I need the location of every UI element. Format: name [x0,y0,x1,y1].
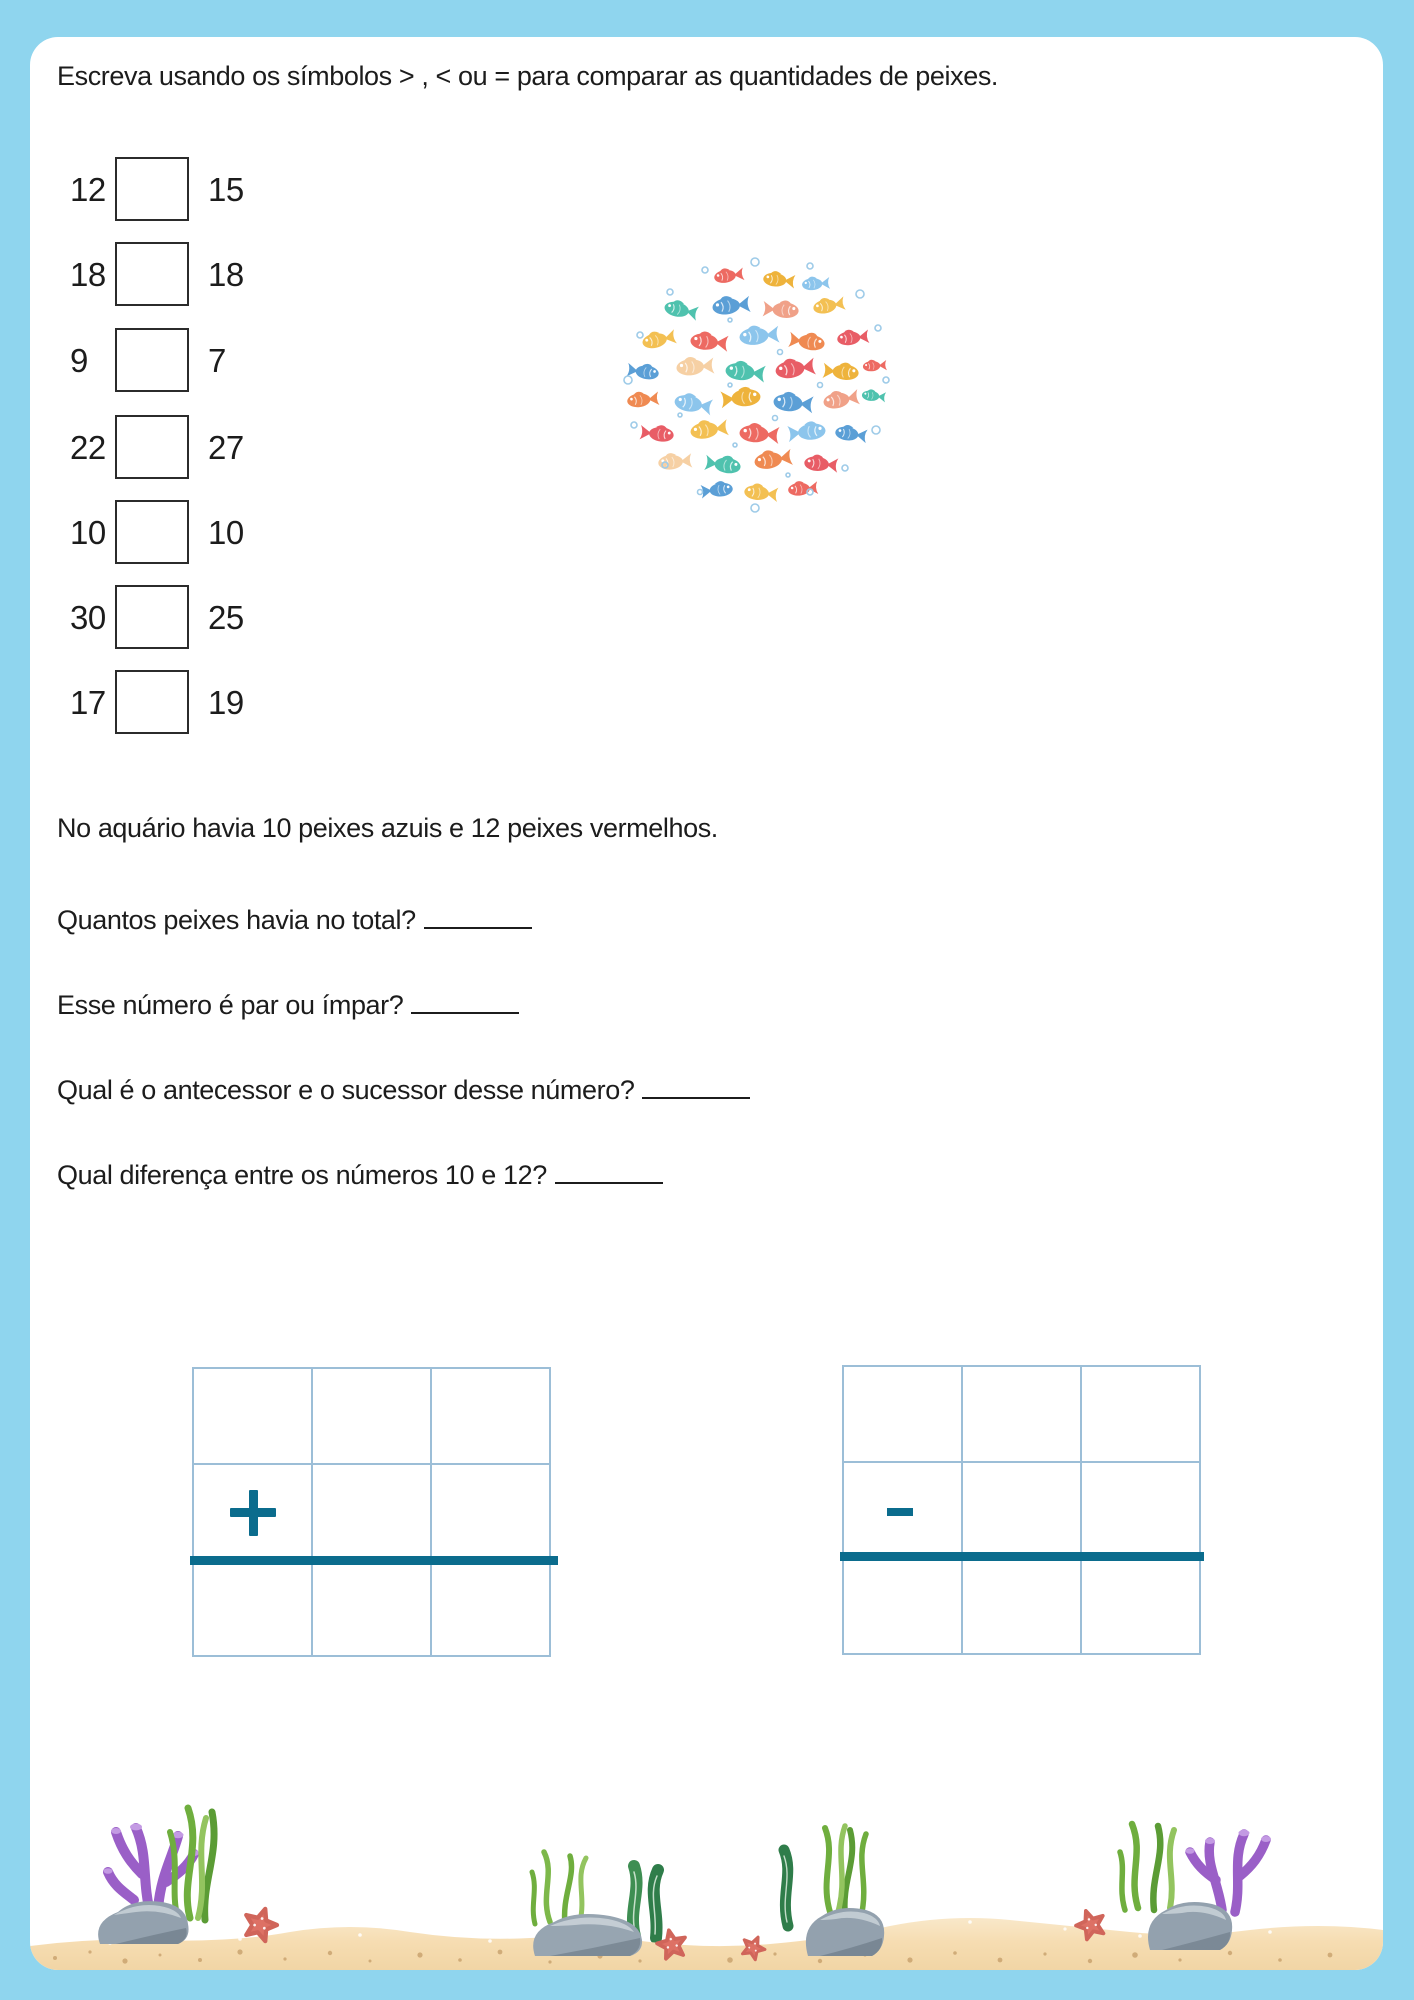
comparison-left-number: 17 [70,683,106,721]
question-row [57,900,532,936]
rock-left [98,1901,188,1944]
comparison-answer-box[interactable] [115,415,189,479]
grid-cell[interactable] [312,1368,431,1464]
grid-cell[interactable] [431,1464,550,1560]
rock-midright [806,1908,884,1956]
grid-cell[interactable] [962,1558,1081,1654]
seaweed-middle-dark [633,1866,658,1938]
grid-cell[interactable] [193,1368,312,1464]
grid-cell[interactable] [843,1366,962,1462]
grid-cell[interactable] [1081,1366,1200,1462]
comparison-left-number: 10 [70,513,106,551]
comparison-row [30,670,350,735]
comparison-row [30,415,350,480]
comparison-right-number: 19 [208,683,244,721]
question-text: Qual diferença entre os números 10 e 12? [57,1160,547,1190]
grid-cell[interactable] [431,1368,550,1464]
comparison-row [30,242,350,307]
grid-cell[interactable] [962,1366,1081,1462]
answer-blank[interactable] [411,985,519,1014]
question-text: Esse número é par ou ímpar? [57,990,404,1020]
seabed-decoration [30,1760,1383,1970]
comparison-left-number: 9 [70,341,88,379]
equals-bar [840,1552,1204,1561]
coral-right [1190,1834,1266,1912]
grid-cell[interactable] [312,1464,431,1560]
answer-blank[interactable] [555,1155,663,1184]
comparison-answer-box[interactable] [115,328,189,392]
comparison-answer-box[interactable] [115,500,189,564]
comparison-row [30,157,350,222]
grid-cell[interactable] [193,1560,312,1656]
coral-left [108,1828,194,1912]
grid-cell[interactable] [1081,1558,1200,1654]
comparison-answer-box[interactable] [115,242,189,306]
comparison-answer-box[interactable] [115,670,189,734]
comparison-right-number: 10 [208,513,244,551]
grid-cell[interactable] [431,1560,550,1656]
question-row [57,1155,663,1191]
question-row [57,985,519,1021]
comparison-left-number: 18 [70,255,106,293]
rock-right [1148,1902,1232,1950]
worksheet-page [30,37,1383,1970]
grid-cell[interactable] [962,1462,1081,1558]
answer-blank[interactable] [424,900,532,929]
answer-blank[interactable] [642,1070,750,1099]
comparison-right-number: 25 [208,598,244,636]
equals-bar [190,1556,558,1565]
comparison-row [30,500,350,565]
comparison-row [30,328,350,393]
grid-cell[interactable] [843,1558,962,1654]
question-text: Quantos peixes havia no total? [57,905,416,935]
comparison-row [30,585,350,650]
comparison-answer-box[interactable] [115,157,189,221]
comparison-right-number: 15 [208,170,244,208]
comparison-right-number: 27 [208,428,244,466]
comparison-left-number: 22 [70,428,106,466]
question-text: Qual é o antecessor e o sucessor desse número? [57,1075,635,1105]
story-text: No aquário havia 10 peixes azuis e 12 peixes vermelhos. [57,813,718,843]
grid-cell[interactable] [312,1560,431,1656]
bubbles [624,258,889,512]
fish-circle-illustration [610,240,900,530]
comparison-left-number: 30 [70,598,106,636]
grid-cell[interactable] [1081,1462,1200,1558]
comparison-answer-box[interactable] [115,585,189,649]
seaweed-left [170,1808,214,1920]
comparison-left-number: 12 [70,170,106,208]
seaweed-right [1120,1824,1174,1910]
instruction-text: Escreva usando os símbolos > , < ou = para comparar as quantidades de peixes. [57,61,999,91]
comparison-right-number: 7 [208,341,226,379]
question-row [57,1070,750,1106]
seaweed-middle [532,1852,586,1924]
comparison-right-number: 18 [208,255,244,293]
